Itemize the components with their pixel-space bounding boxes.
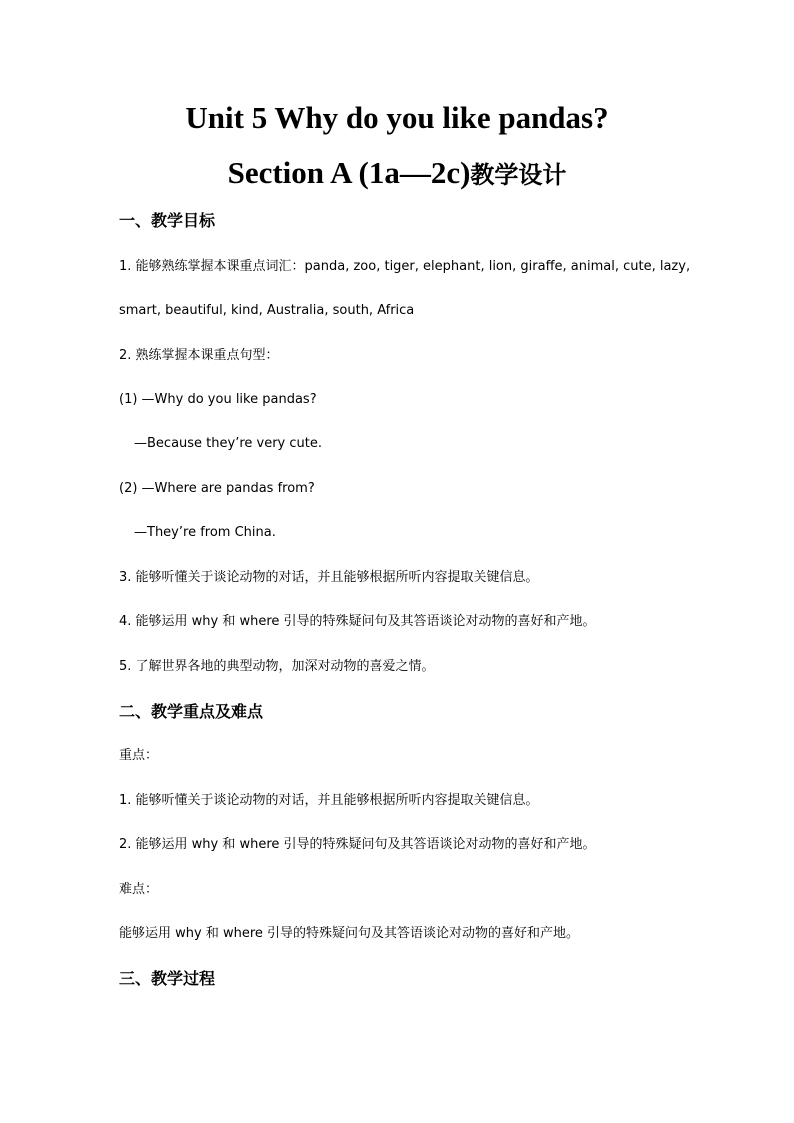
difficult-points-label: 难点： xyxy=(119,882,159,897)
document-title: Unit 5 Why do you like pandas? xyxy=(185,100,609,135)
sentence-pattern-question: (2) —Where are pandas from? xyxy=(119,481,315,496)
subtitle-english: Section A (1a—2c) xyxy=(227,155,471,190)
objective-item: 5. 了解世界各地的典型动物，加深对动物的喜爱之情。 xyxy=(119,659,435,674)
objective-item-continued: smart, beautiful, kind, Australia, south, Africa xyxy=(119,303,415,318)
section-heading-objectives: 一、教学目标 xyxy=(119,211,216,230)
sentence-pattern-question: (1) —Why do you like pandas? xyxy=(119,392,317,407)
objective-item: 1. 能够熟练掌握本课重点词汇：panda, zoo, tiger, elephant, lion, giraffe, animal, cute, lazy, xyxy=(119,259,691,274)
sentence-pattern-answer: —They’re from China. xyxy=(134,525,276,540)
section-heading-process: 三、教学过程 xyxy=(119,969,216,988)
key-point-item: 2. 能够运用 why 和 where 引导的特殊疑问句及其答语谈论对动物的喜好和产地。 xyxy=(119,837,596,852)
difficult-point-item: 能够运用 why 和 where 引导的特殊疑问句及其答语谈论对动物的喜好和产地。 xyxy=(119,926,580,941)
document-subtitle xyxy=(0,155,794,194)
key-points-label: 重点： xyxy=(119,748,159,763)
section-heading-key-points: 二、教学重点及难点 xyxy=(119,702,264,721)
subtitle-chinese: 教学设计 xyxy=(470,163,567,189)
sentence-pattern-answer: —Because they’re very cute. xyxy=(134,436,322,451)
key-point-item: 1. 能够听懂关于谈论动物的对话，并且能够根据所听内容提取关键信息。 xyxy=(119,793,539,808)
objective-item: 4. 能够运用 why 和 where 引导的特殊疑问句及其答语谈论对动物的喜好和产地。 xyxy=(119,614,596,629)
objective-item: 2. 熟练掌握本课重点句型： xyxy=(119,348,279,363)
objective-item: 3. 能够听懂关于谈论动物的对话，并且能够根据所听内容提取关键信息。 xyxy=(119,570,539,585)
